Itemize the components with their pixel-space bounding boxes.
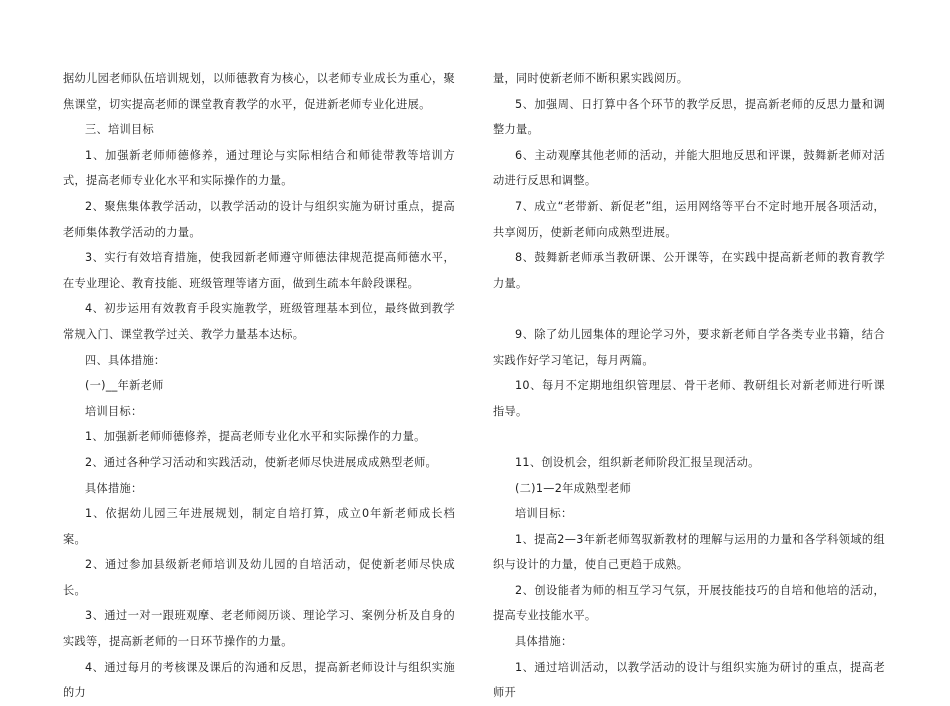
blank-line — [493, 424, 885, 450]
label-training-goals-2: 培训目标： — [515, 507, 573, 521]
new-teacher-measure-9: 9、除了幼儿园集体的理论学习外，要求新老师自学各类专业书籍，结合实践作好学习笔记，每月两篇。 — [493, 327, 885, 367]
left-column — [63, 66, 455, 706]
right-column — [493, 66, 885, 706]
subsection-heading-mature-teachers: (二)1—2年成熟型老师 — [515, 481, 632, 495]
blank-line — [493, 296, 885, 322]
goal-item-2: 2、聚焦集体教学活动，以教学活动的设计与组织实施为研讨重点，提高老师集体教学活动的力量。 — [63, 199, 455, 239]
new-teacher-goal-1: 1、加强新老师师德修养，提高老师专业化水平和实际操作的力量。 — [85, 430, 426, 444]
new-teacher-measure-10: 10、每月不定期地组织管理层、骨干老师、教研组长对新老师进行听课指导。 — [493, 379, 885, 418]
label-specific-measures-2: 具体措施： — [515, 635, 573, 649]
new-teacher-measure-1: 1、依据幼儿园三年进展规划，制定自培打算，成立0年新老师成长档案。 — [63, 507, 455, 546]
section-heading-training-goals: 三、培训目标 — [85, 123, 154, 137]
paragraph-intro-continuation: 据幼儿园老师队伍培训规划，以师德教育为核心，以老师专业成长为重心，聚焦课堂，切实提高老师的课堂教育教学的水平，促进新老师专业化进展。 — [63, 72, 455, 111]
label-training-goals: 培训目标： — [85, 404, 143, 418]
new-teacher-measure-7: 7、成立“老带新、新促老”组，运用网络等平台不定时地开展各项活动，共享阅历，使新老师向成熟型进展。 — [493, 199, 885, 239]
new-teacher-measure-3: 3、通过一对一跟班观摩、老老师阅历谈、理论学习、案例分析及自身的实践等，提高新老师的一日环节操作的力量。 — [63, 609, 455, 649]
goal-item-3: 3、实行有效培育措施，使我园新老师遵守师德法律规范提高师德水平，在专业理论、教育技能、班级管理等诸方面，做到生疏本年龄段课程。 — [63, 251, 455, 290]
new-teacher-measure-4: 4、通过每月的考核课及课后的沟通和反思，提高新老师设计与组织实施的力 — [63, 660, 455, 700]
mature-teacher-goal-2: 2、创设能者为师的相互学习气氛，开展技能技巧的自培和他培的活动，提高专业技能水平。 — [493, 583, 885, 623]
section-heading-specific-measures: 四、具体措施： — [85, 353, 166, 367]
new-teacher-measure-8: 8、鼓舞新老师承当教研课、公开课等，在实践中提高新老师的教育教学力量。 — [493, 251, 885, 290]
new-teacher-measure-6: 6、主动观摩其他老师的活动，并能大胆地反思和评课，鼓舞新老师对活动进行反思和调整。 — [493, 148, 885, 188]
goal-item-4: 4、初步运用有效教育手段实施教学，班级管理基本到位，最终做到教学常规入门、课堂教学过关、教学力量基本达标。 — [63, 302, 455, 341]
new-teacher-measure-5: 5、加强周、日打算中各个环节的教学反思，提高新老师的反思力量和调整力量。 — [493, 97, 885, 137]
new-teacher-measure-2: 2、通过参加县级新老师培训及幼儿园的自培活动，促使新老师尽快成长。 — [63, 558, 455, 597]
subsection-heading-new-teachers: (一)__年新老师 — [85, 379, 164, 393]
new-teacher-measure-11: 11、创设机会，组织新老师阶段汇报呈现活动。 — [515, 455, 760, 469]
new-teacher-goal-2: 2、通过各种学习活动和实践活动，使新老师尽快进展成成熟型老师。 — [85, 455, 438, 469]
label-specific-measures: 具体措施： — [85, 481, 143, 495]
mature-teacher-goal-1: 1、提高2—3年新老师驾驭新教材的理解与运用的力量和各学科领域的组织与设计的力量，使自己更趋于成熟。 — [493, 532, 885, 572]
goal-item-1: 1、加强新老师师德修养，通过理论与实际相结合和师徒带教等培训方式，提高老师专业化水平和实际操作的力量。 — [63, 148, 455, 188]
measure-4-continuation: 量，同时使新老师不断积累实践阅历。 — [493, 72, 689, 85]
mature-teacher-measure-1: 1、通过培训活动，以教学活动的设计与组织实施为研讨的重点，提高老师开 — [493, 660, 885, 700]
